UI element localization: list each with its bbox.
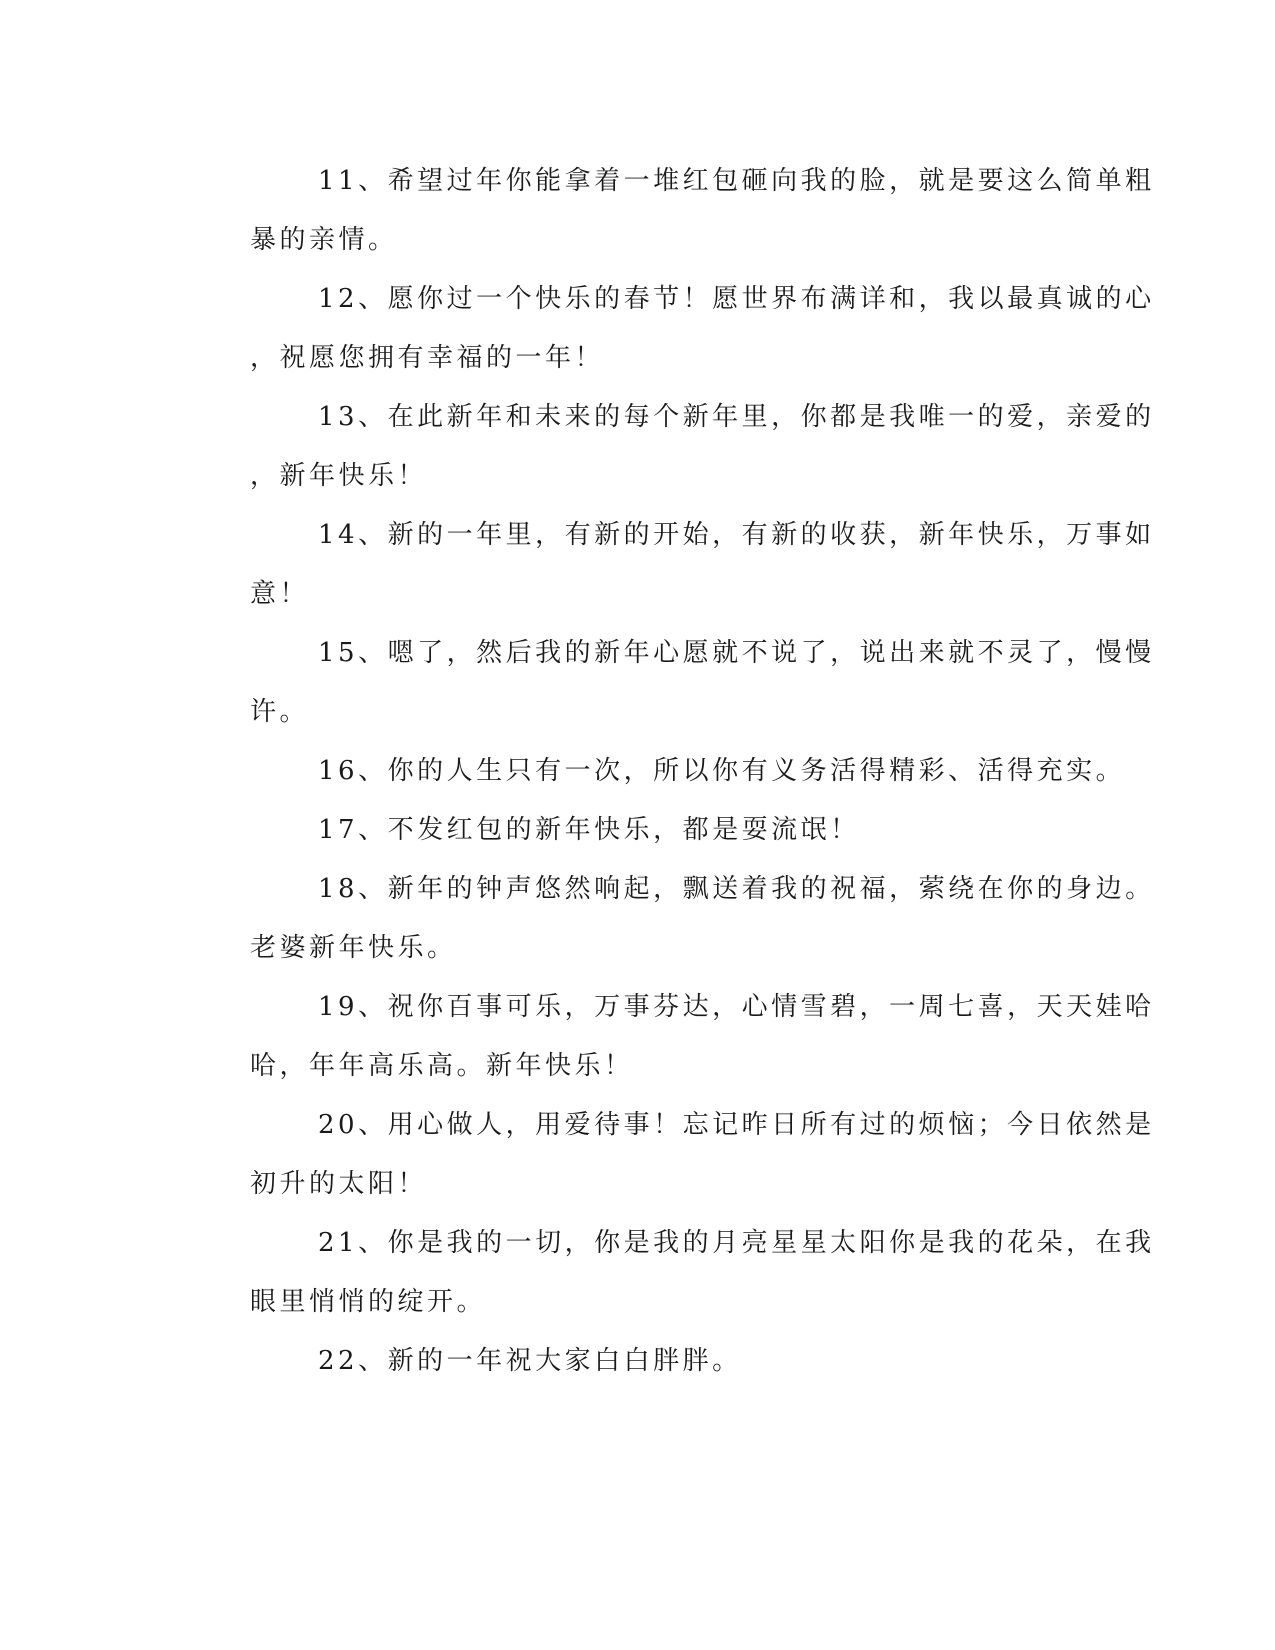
list-item-line: 暴的亲情。 [250, 225, 398, 255]
list-item-line: 17、不发红包的新年快乐，都是耍流氓！ [318, 815, 860, 845]
list-item-line: ，祝愿您拥有幸福的一年！ [250, 343, 605, 373]
list-item-line: 11、希望过年你能拿着一堆红包砸向我的脸，就是要这么简单粗 [318, 166, 1155, 196]
list-item-12 [182, 270, 1155, 388]
list-item-line: 哈，年年高乐高。新年快乐！ [250, 1051, 634, 1081]
list-item-line: 16、你的人生只有一次，所以你有义务活得精彩、活得充实。 [318, 756, 1126, 786]
list-item-21 [182, 1214, 1155, 1332]
list-item-19 [182, 978, 1155, 1096]
list-item-line: 13、在此新年和未来的每个新年里，你都是我唯一的爱，亲爱的 [318, 402, 1155, 432]
list-item-line: 19、祝你百事可乐，万事芬达，心情雪碧，一周七喜，天天娃哈 [318, 992, 1155, 1022]
list-item-13 [182, 388, 1155, 506]
list-item-line: 21、你是我的一切，你是我的月亮星星太阳你是我的花朵，在我 [318, 1228, 1155, 1258]
list-item-18 [182, 860, 1155, 978]
list-item-line: 18、新年的钟声悠然响起，飘送着我的祝福，萦绕在你的身边。 [318, 874, 1155, 904]
list-item-line: 意！ [250, 579, 310, 609]
list-item-line: 22、新的一年祝大家白白胖胖。 [318, 1346, 742, 1376]
list-item-15 [182, 624, 1155, 742]
list-item-14 [182, 506, 1155, 624]
list-item-line: 20、用心做人，用爱待事！忘记昨日所有过的烦恼；今日依然是 [318, 1110, 1155, 1140]
list-item-line: 老婆新年快乐。 [250, 933, 457, 963]
list-item-20 [182, 1096, 1155, 1214]
list-item-line: 初升的太阳！ [250, 1169, 428, 1199]
list-item-17 [182, 801, 1042, 860]
list-item-11 [182, 152, 1155, 270]
list-item-16 [182, 742, 1126, 801]
list-item-line: 眼里悄悄的绽开。 [250, 1287, 487, 1317]
list-item-line: 14、新的一年里，有新的开始，有新的收获，新年快乐，万事如 [318, 520, 1155, 550]
list-item-line: 许。 [250, 697, 310, 727]
list-item-22 [182, 1332, 1042, 1391]
list-item-line: 12、愿你过一个快乐的春节！愿世界布满详和，我以最真诚的心 [318, 284, 1155, 314]
list-item-line: ，新年快乐！ [250, 461, 428, 491]
list-item-line: 15、嗯了，然后我的新年心愿就不说了，说出来就不灵了，慢慢 [318, 638, 1155, 668]
document-body [182, 152, 1155, 1391]
